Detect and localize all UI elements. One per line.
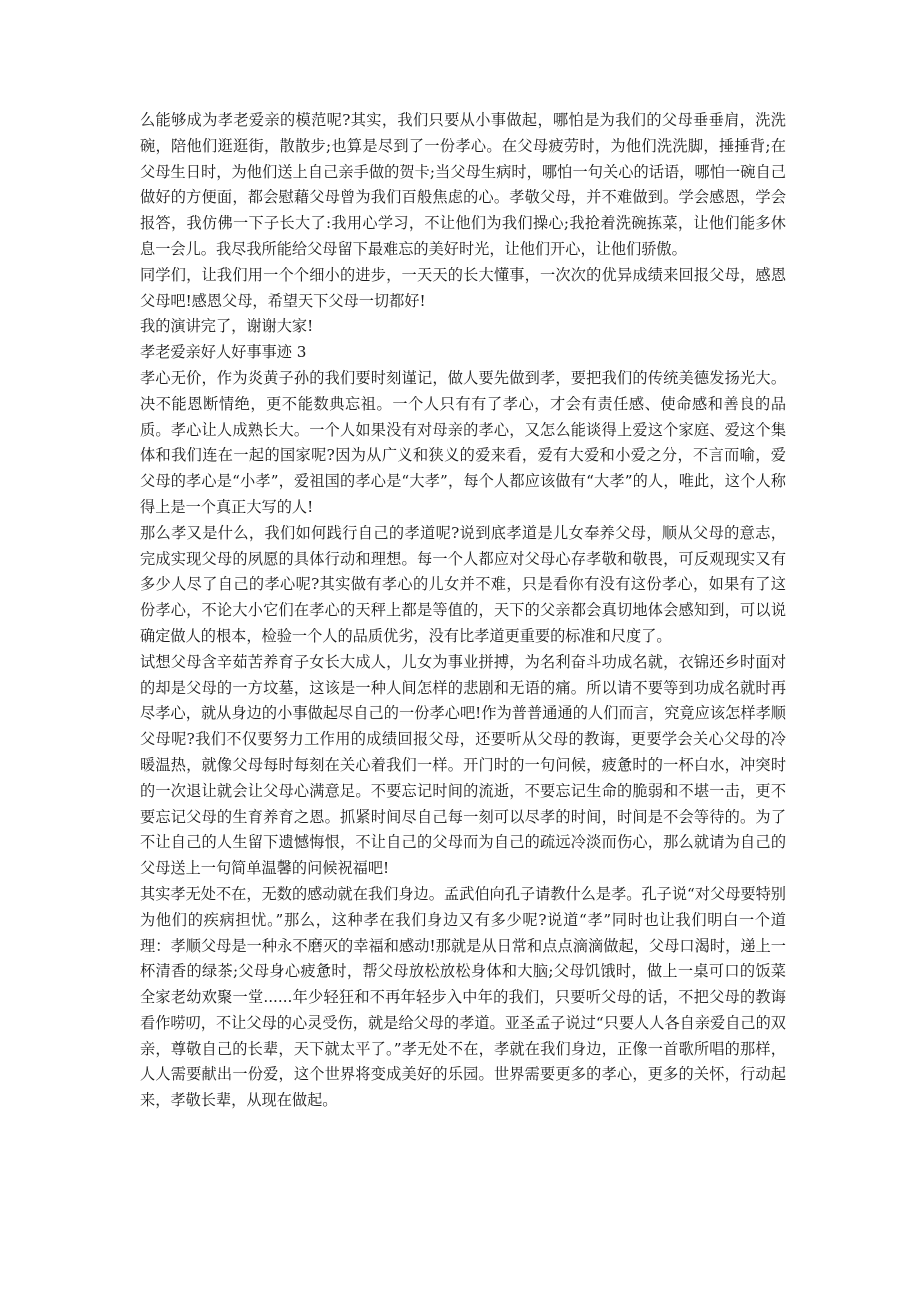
section-heading: 孝老爱亲好人好事事迹 3 xyxy=(140,343,307,362)
paragraph-5: 那么孝又是什么，我们如何践行自己的孝道呢?说到底孝道是儿女奉养父母，顺从父母的意志，完成实现父母的夙愿的具体行动和理想。每一个人都应对父母心存孝敬和敬畏，可反观现实又有多少人尽了自己的孝心呢?其实做有孝心的儿女并不难，只是看你有没有这份孝心，如果有了这份孝心，不论大小它们在孝心的天秤上都是等值的，天下的父亲都会真切地体会感知到，可以说确定做人的根本，检验一个人的品质优劣，没有比孝道更重要的标准和尺度了。 xyxy=(140,523,786,645)
paragraph-6: 试想父母含辛茹苦养育子女长大成人，儿女为事业拼搏，为名利奋斗功成名就，衣锦还乡时面对的却是父母的一方坟墓，这该是一种人间怎样的悲剧和无语的痛。所以请不要等到功成名就时再尽孝心，就从身边的小事做起尽自己的一份孝心吧!作为普普通通的人们而言，究竟应该怎样孝顺父母呢?我们不仅要努力工作用的成绩回报父母，还要听从父母的教诲，更要学会关心父母的冷暖温热，就像父母每时每刻在关心着我们一样。开门时的一句问候，疲惫时的一杯白水，冲突时的一次退让就会让父母心满意足。不要忘记时间的流逝，不要忘记生命的脆弱和不堪一击，更不要忘记父母的生育养育之恩。抓紧时间尽自己每一刻可以尽孝的时间，时间是不会等待的。为了不让自己的人生留下遗憾悔恨，不让自己的父母而为自己的疏远冷淡而伤心，那么就请为自己的父母送上一句简单温馨的问候祝福吧! xyxy=(140,652,786,878)
paragraph-3: 我的演讲完了，谢谢大家! xyxy=(140,317,314,336)
document-body xyxy=(140,108,786,1114)
paragraph-1: 么能够成为孝老爱亲的模范呢?其实，我们只要从小事做起，哪怕是为我们的父母垂垂肩，洗洗碗，陪他们逛逛街，散散步;也算是尽到了一份孝心。在父母疲劳时，为他们洗洗脚，捶捶背;在父母生日时，为他们送上自己亲手做的贺卡;当父母生病时，哪怕一句关心的话语，哪怕一碗自己做好的方便面，都会慰藉父母曾为我们百般焦虑的心。孝敬父母，并不难做到。学会感恩，学会报答，我仿佛一下子长大了:我用心学习，不让他们为我们操心;我抢着洗碗拣菜，让他们能多休息一会儿。我尽我所能给父母留下最难忘的美好时光，让他们开心，让他们骄傲。 xyxy=(140,111,786,258)
paragraph-2: 同学们，让我们用一个个细小的进步，一天天的长大懂事，一次次的优异成绩来回报父母，感恩父母吧!感恩父母，希望天下父母一切都好! xyxy=(140,265,786,310)
paragraph-4: 孝心无价，作为炎黄子孙的我们要时刻谨记，做人要先做到孝，要把我们的传统美德发扬光大。决不能恩断情绝，更不能数典忘祖。一个人只有有了孝心，才会有责任感、使命感和善良的品质。孝心让人成熟长大。一个人如果没有对母亲的孝心，又怎么能谈得上爱这个家庭、爱这个集体和我们连在一起的国家呢?因为从广义和狭义的爱来看，爱有大爱和小爱之分，不言而喻，爱父母的孝心是“小孝”，爱祖国的孝心是“大孝”，每个人都应该做有“大孝”的人，唯此，这个人称得上是一个真正大写的人! xyxy=(140,368,786,516)
paragraph-7: 其实孝无处不在，无数的感动就在我们身边。孟武伯向孔子请教什么是孝。孔子说“对父母要特别为他们的疾病担忧。”那么，这种孝在我们身边又有多少呢?说道“孝”同时也让我们明白一个道理：孝顺父母是一种永不磨灭的幸福和感动!那就是从日常和点点滴滴做起，父母口渴时，递上一杯清香的绿茶;父母身心疲惫时，帮父母放松放松身体和大脑;父母饥饿时，做上一桌可口的饭菜全家老幼欢聚一堂......年少轻狂和不再年轻步入中年的我们，只要听父母的话，不把父母的教诲看作唠叨，不让父母的心灵受伤，就是给父母的孝道。亚圣孟子说过“只要人人各自亲爱自己的双亲，尊敬自己的长辈，天下就太平了。”孝无处不在，孝就在我们身边，正像一首歌所唱的那样，人人需要献出一份爱，这个世界将变成美好的乐园。世界需要更多的孝心，更多的关怀，行动起来，孝敬长辈，从现在做起。 xyxy=(140,884,786,1110)
